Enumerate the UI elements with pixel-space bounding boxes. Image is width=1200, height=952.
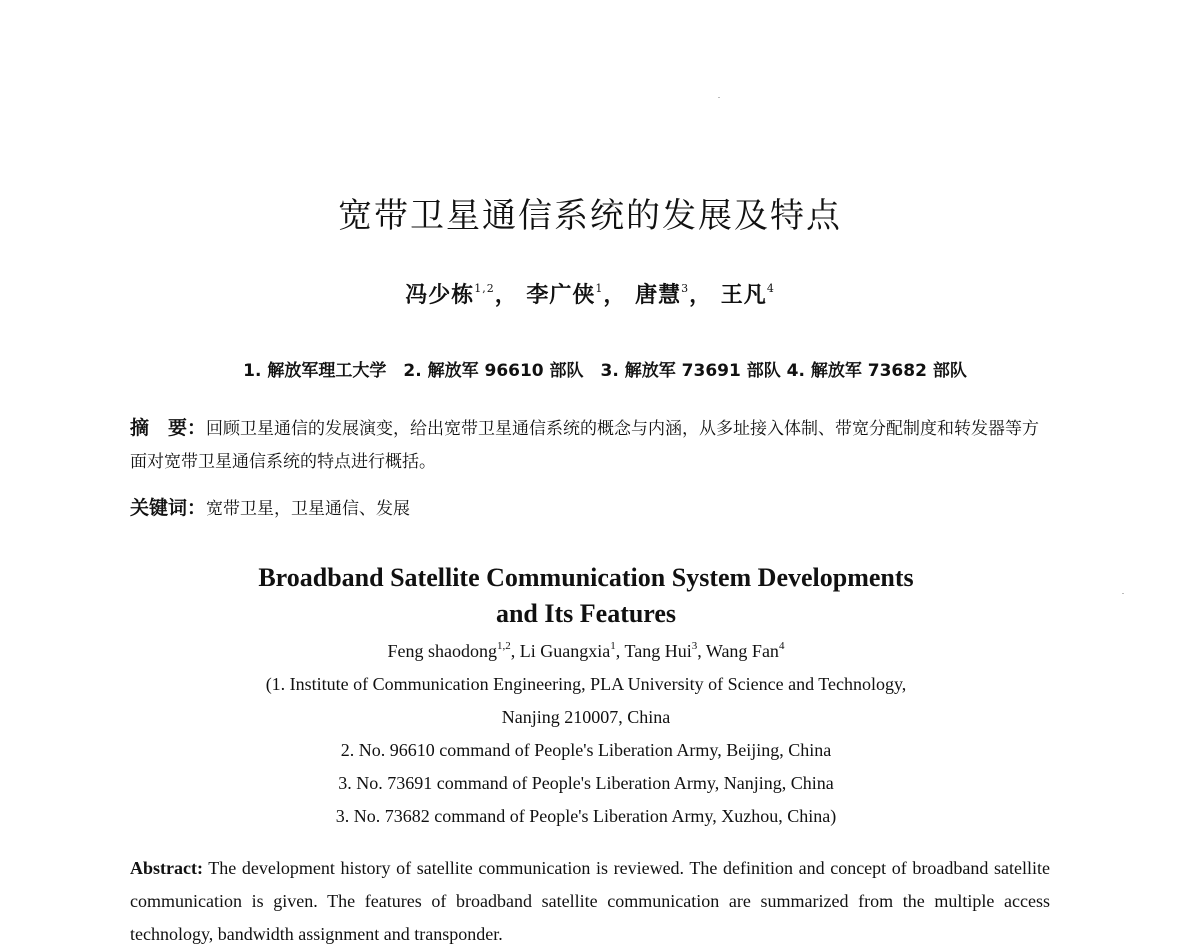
author-name-en: Feng shaodong — [387, 641, 498, 661]
author-separator: ， — [494, 282, 518, 308]
affiliation-en-line: 3. No. 73682 command of People's Liberation Army, Xuzhou, China) — [335, 806, 837, 826]
keywords-label-cn: 关键词： — [130, 497, 207, 519]
author-name: 唐慧 — [635, 282, 682, 308]
author-affil-sup: 4 — [766, 282, 775, 295]
paper-title-cn: 宽带卫星通信系统的发展及特点 — [338, 196, 842, 236]
abstract-text-en: The development history of satellite communication is reviewed. The definition and concept of broadband satellite communication is given. The features of broadband satellite communication are summarized from the multiple access technology, bandwidth assignment and transponder. — [130, 858, 1050, 944]
abstract-label-cn: 摘 要： — [130, 417, 207, 439]
author-separator-en: , — [615, 641, 625, 661]
affiliation-en-line: 2. No. 96610 command of People's Liberation Army, Beijing, China — [340, 740, 832, 760]
author-name: 王凡 — [720, 282, 767, 308]
author-name-en: Li Guangxia — [519, 641, 611, 661]
author-affil-sup: 1,2 — [474, 282, 495, 295]
affiliations-cn: 1. 解放军理工大学 2. 解放军 96610 部队 3. 解放军 73691 部队 4. 解放军 73682 部队 — [243, 361, 967, 381]
abstract-cn — [130, 412, 1040, 479]
author-affil-sup-en: 1 — [610, 640, 616, 652]
author-affil-sup-en: 3 — [691, 640, 698, 652]
affiliation-en-line: 3. No. 73691 command of People's Liberation Army, Nanjing, China — [338, 773, 834, 793]
abstract-text-cn: 回顾卫星通信的发展演变，给出宽带卫星通信系统的概念与内涵，从多址接入体制、带宽分配制度和转发器等方面对宽带卫星通信系统的特点进行概括。 — [130, 419, 1040, 472]
author-affil-sup: 3 — [681, 282, 690, 295]
authors-en — [0, 640, 1172, 662]
keywords-text-cn: 宽带卫星，卫星通信、发展 — [206, 499, 411, 519]
author-separator-en: , — [697, 641, 706, 661]
author-name: 李广侠 — [526, 282, 596, 308]
paper-title-en — [0, 560, 1172, 632]
author-affil-sup-en: 1,2 — [497, 640, 511, 652]
authors-cn — [0, 278, 1180, 309]
author-name-en: Wang Fan — [705, 641, 779, 661]
paper-title-en-line2: and Its Features — [495, 599, 677, 628]
affiliation-en-line: (1. Institute of Communication Engineering, PLA University of Science and Technology, — [265, 674, 907, 694]
author-name: 冯少栋 — [405, 282, 475, 308]
author-affil-sup-en: 4 — [778, 640, 785, 652]
affiliation-en-line: Nanjing 210007, China — [501, 707, 671, 727]
scan-speck — [1122, 593, 1124, 594]
scan-speck — [718, 97, 720, 98]
author-affil-sup: 1 — [595, 282, 604, 295]
paper-title-en-line1: Broadband Satellite Communication System Developments — [258, 563, 914, 592]
author-separator: ， — [603, 282, 627, 308]
keywords-cn — [130, 494, 1040, 523]
abstract-label-en: Abstract: — [130, 858, 203, 878]
author-separator-en: , — [510, 641, 520, 661]
author-separator: ， — [689, 282, 713, 308]
author-name-en: Tang Hui — [624, 641, 692, 661]
abstract-en — [130, 852, 1050, 951]
